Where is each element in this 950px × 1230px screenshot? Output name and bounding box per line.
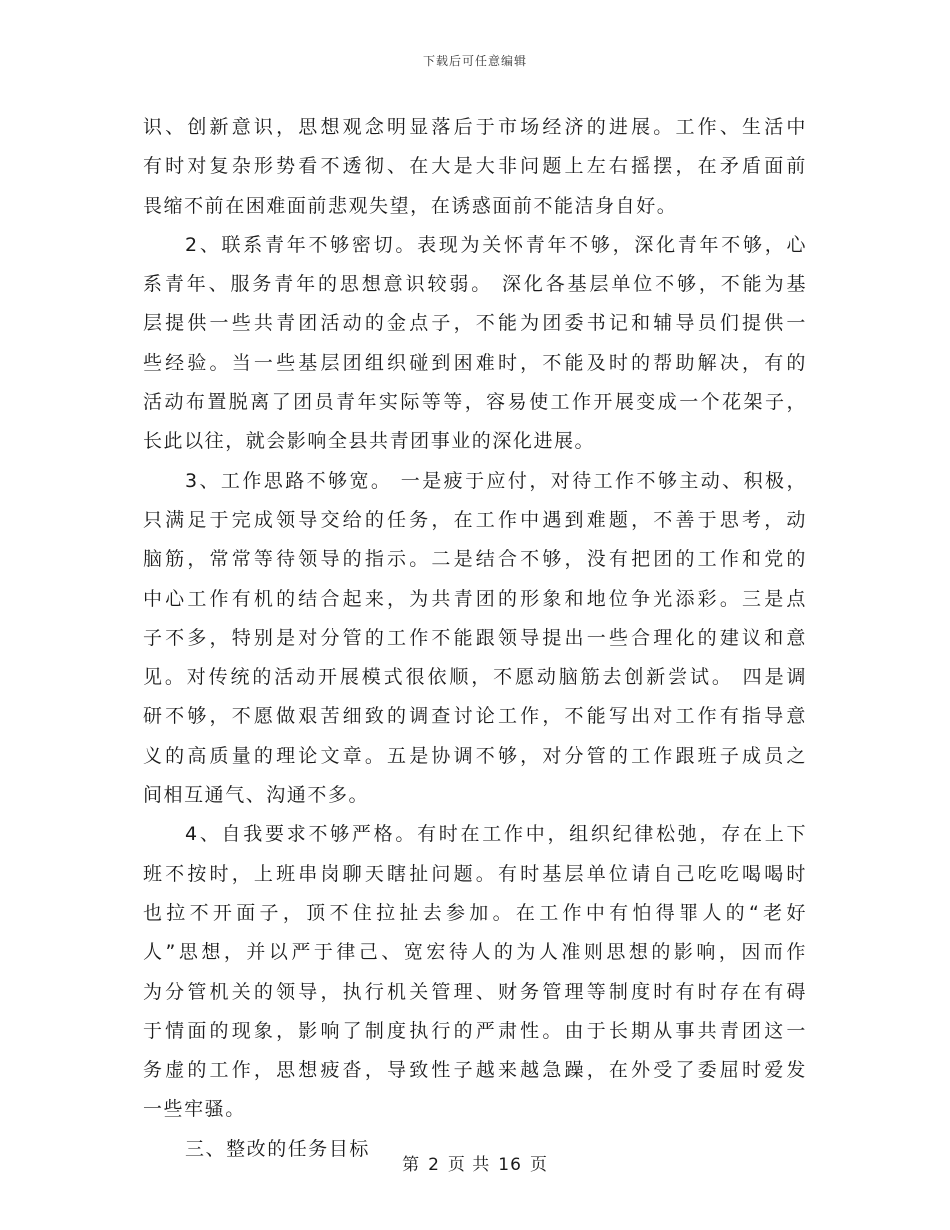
body-line: 人”思想，并以严于律己、宽宏待人的为人准则思想的影响，因而作 [143, 941, 807, 964]
footer-prefix: 第 [402, 1155, 421, 1175]
body-line: 系青年、服务青年的思想意识较弱。 深化各基层单位不够，不能为基 [143, 273, 807, 296]
footer-suffix: 页 [529, 1155, 548, 1175]
document-body [143, 108, 807, 1169]
body-line: 些经验。当一些基层团组织碰到困难时，不能及时的帮助解决，有的 [143, 351, 807, 374]
body-line: 中心工作有机的结合起来，为共青团的形象和地位争光添彩。三是点 [143, 587, 807, 610]
body-line: 子不多，特别是对分管的工作不能跟领导提出一些合理化的建议和意 [143, 626, 807, 649]
body-line: 研不够，不愿做艰苦细致的调查讨论工作，不能写出对工作有指导意 [143, 705, 807, 728]
footer-middle: 页 共 [447, 1155, 491, 1175]
paragraph-2-start: 2、联系青年不够密切。表现为关怀青年不够，深化青年不够，心 [185, 233, 807, 256]
body-line: 务虚的工作，思想疲沓，导致性子越来越急躁，在外受了委屈时爱发 [143, 1059, 807, 1082]
body-line: 见。对传统的活动开展模式很依顺，不愿动脑筋去创新尝试。 四是调 [143, 666, 807, 689]
body-line: 间相互通气、沟通不多。 [143, 784, 370, 807]
body-line: 于情面的现象，影响了制度执行的严肃性。由于长期从事共青团这一 [143, 1019, 807, 1042]
body-line: 识、创新意识，思想观念明显落后于市场经济的进展。工作、生活中 [143, 116, 807, 138]
body-line: 有时对复杂形势看不透彻、在大是大非问题上左右摇摆，在矛盾面前 [143, 155, 807, 178]
body-line: 活动布置脱离了团员青年实际等等，容易使工作开展变成一个花架子， [143, 391, 807, 414]
body-line: 畏缩不前在困难面前悲观失望，在诱惑面前不能洁身自好。 [143, 194, 678, 217]
body-line: 层提供一些共青团活动的金点子，不能为团委书记和辅导员们提供一 [143, 312, 807, 335]
section-heading: 三、整改的任务目标 [185, 1137, 370, 1160]
paragraph-4-start: 4、自我要求不够严格。有时在工作中，组织纪律松弛，存在上下 [185, 823, 807, 846]
body-line: 只满足于完成领导交给的任务，在工作中遇到难题，不善于思考，动 [143, 508, 807, 531]
body-line: 也拉不开面子，顶不住拉扯去参加。在工作中有怕得罪人的“老好 [143, 901, 807, 924]
paragraph-3-start: 3、工作思路不够宽。 一是疲于应付，对待工作不够主动、积极， [185, 469, 807, 492]
page-header: 下载后可任意编辑 [422, 54, 527, 68]
body-line: 脑筋，常常等待领导的指示。二是结合不够，没有把团的工作和党的 [143, 548, 807, 571]
total-pages: 16 [498, 1155, 522, 1175]
body-line: 班不按时，上班串岗聊天瞎扯问题。有时基层单位请自己吃吃喝喝时 [143, 862, 807, 885]
body-line: 一些牢骚。 [143, 1098, 246, 1121]
body-line: 长此以往，就会影响全县共青团事业的深化进展。 [143, 430, 596, 453]
body-line: 为分管机关的领导，执行机关管理、财务管理等制度时有时存在有碍 [143, 980, 807, 1003]
page-footer [0, 1150, 950, 1175]
body-line: 义的高质量的理论文章。五是协调不够，对分管的工作跟班子成员之 [143, 744, 807, 767]
page-number: 2 [428, 1155, 440, 1175]
